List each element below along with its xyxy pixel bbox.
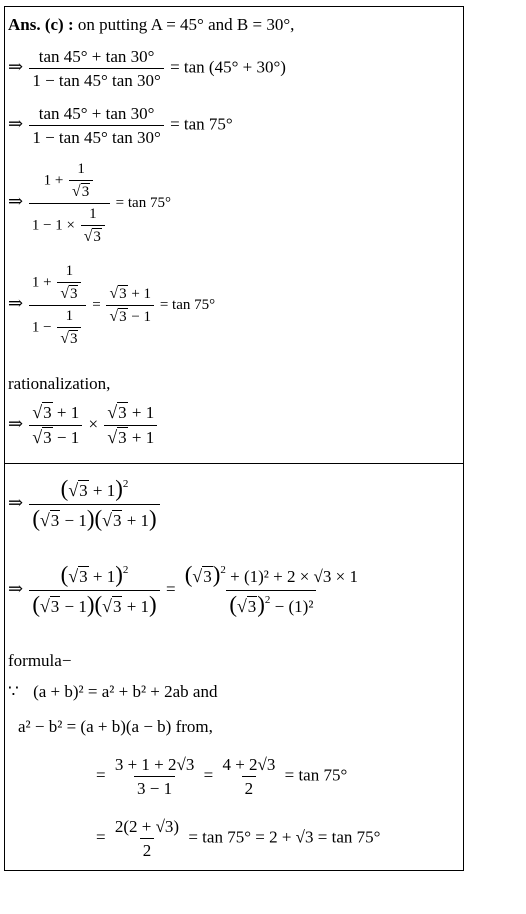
sqrt-radicand: 3 <box>119 309 127 325</box>
plus-one-text: + 1 <box>127 286 152 302</box>
fraction-numerator: tan 45° + tan 30° <box>38 104 155 123</box>
sqrt-radicand: 3 <box>112 596 122 616</box>
equals-sign: = <box>92 296 101 313</box>
sqrt-radicand: 3 <box>112 510 122 530</box>
plus-one-text: + 1 <box>88 567 116 586</box>
fraction <box>219 756 278 797</box>
identity-1-text: (a + b)² = a² + b² + 2ab and <box>33 682 218 701</box>
minus-one-text: − 1 <box>60 596 87 616</box>
sqrt-radicand: 3 <box>119 286 127 302</box>
inner-fraction <box>69 162 93 200</box>
fraction-denominator: 1 − tan 45° tan 30° <box>29 125 163 146</box>
fraction-numerator <box>41 162 99 203</box>
final-equation <box>96 818 380 859</box>
inner-fraction <box>81 207 105 245</box>
sqrt-radicand: 3 <box>79 567 88 586</box>
fraction <box>29 478 159 531</box>
one-plus-text: 1 + <box>31 274 52 291</box>
compound-fraction <box>29 162 110 245</box>
sqrt-radicand: 3 <box>43 427 52 447</box>
fraction-denominator: (√3 − 1)(√3 + 1) <box>29 590 159 617</box>
exponent: 2 <box>264 593 271 606</box>
inner-fraction <box>57 264 81 302</box>
fraction-denominator: √3 − 1 <box>106 305 154 325</box>
fraction <box>112 756 198 797</box>
fraction-numerator: $(√3 + 1)^2$ <box>60 562 129 587</box>
fraction-numerator: 4 + 2√3 <box>222 755 276 774</box>
sqrt-radicand: 3 <box>81 184 90 200</box>
step-4-equation <box>8 264 215 347</box>
squared-fraction-line <box>8 478 162 531</box>
inner-denominator: √3 <box>57 282 81 302</box>
because-symbol: ∵ <box>8 682 19 701</box>
step-2-equation <box>8 105 233 146</box>
exponent: 2 <box>220 564 226 576</box>
fraction-numerator: √3 + 1 <box>109 285 152 302</box>
implies-symbol: ⇒ <box>8 292 24 313</box>
fraction-numerator: √3 + 1 <box>32 402 80 422</box>
fraction <box>112 818 182 859</box>
plus-one-text: + 1 <box>122 596 150 616</box>
fraction-numerator <box>29 264 87 305</box>
implies-symbol: ⇒ <box>8 56 24 77</box>
sqrt-radicand: 3 <box>50 596 60 616</box>
sqrt-radicand: 3 <box>118 427 127 447</box>
fraction-numerator: tan 45° + tan 30° <box>38 47 155 66</box>
sqrt-radicand: 3 <box>247 596 257 616</box>
step-5-equation <box>96 756 347 797</box>
one-minus-text: 1 − <box>31 319 52 336</box>
fraction-numerator: 3 + 1 + 2√3 <box>114 755 195 774</box>
fraction-denominator: $(√3)^2 - (1)^2$ <box>226 590 316 617</box>
sqrt-radicand: 3 <box>203 567 212 586</box>
sqrt-radicand: 3 <box>79 481 88 500</box>
implies-symbol: ⇒ <box>8 492 24 513</box>
fraction-denominator <box>29 305 87 347</box>
inner-numerator: 1 <box>77 161 85 177</box>
fraction-denominator: √3 − 1 <box>29 425 82 447</box>
one-plus-text: 1 + <box>43 172 64 189</box>
step-1-equation <box>8 48 286 89</box>
compound-fraction <box>29 264 87 347</box>
fraction <box>29 48 163 89</box>
answer-intro-text: on putting A = 45° and B = 30°, <box>77 15 295 34</box>
identity-line-1 <box>8 683 217 700</box>
inner-numerator: 1 <box>89 206 97 222</box>
answer-label: Ans. (c) : <box>8 15 74 34</box>
inner-fraction <box>57 309 81 347</box>
exponent: 2 <box>122 478 129 490</box>
one-minus-one-times-text: 1 − 1 × <box>31 217 76 234</box>
denominator-tail-text: − (1)² <box>270 596 314 616</box>
rationalization-label: rationalization, <box>8 374 111 393</box>
minus-one-text: − 1 <box>52 427 80 447</box>
equals-sign: = <box>165 579 176 599</box>
times-sign: × <box>88 414 99 434</box>
rhs-text: = tan 75° <box>159 296 216 313</box>
expansion-tail-text: + (1)² + 2 × √3 × 1 <box>225 567 358 586</box>
implies-symbol: ⇒ <box>8 413 24 434</box>
rhs-text: = tan 75° <box>170 114 233 134</box>
plus-one-text: + 1 <box>127 403 155 422</box>
inner-numerator: 1 <box>65 308 74 324</box>
fraction <box>106 286 154 325</box>
inner-denominator: √3 <box>57 327 81 347</box>
fraction-denominator: 1 − tan 45° tan 30° <box>29 68 163 89</box>
rhs-text: = tan (45° + 30°) <box>170 57 286 77</box>
fraction <box>29 404 82 447</box>
inner-denominator: √3 <box>69 180 93 200</box>
step-3-equation <box>8 162 171 245</box>
inner-denominator: √3 <box>81 225 105 245</box>
minus-one-text: − 1 <box>127 309 152 325</box>
fraction-denominator: 2 <box>242 776 257 797</box>
equals-sign: = <box>96 765 106 785</box>
fraction-denominator: 3 − 1 <box>134 776 175 797</box>
exponent: 2 <box>122 564 129 576</box>
plus-one-text: + 1 <box>88 481 116 500</box>
plus-one-text: + 1 <box>122 510 150 530</box>
sqrt-radicand: 3 <box>50 510 60 530</box>
minus-one-text: − 1 <box>60 510 87 530</box>
implies-symbol: ⇒ <box>8 578 24 599</box>
fraction <box>29 105 163 146</box>
answer-intro-line <box>8 16 294 33</box>
rhs-text: = tan 75° <box>115 194 171 211</box>
fraction-numerator: √3 + 1 <box>107 402 155 422</box>
rationalization-expression <box>8 404 159 447</box>
identity-line-2: a² − b² = (a + b)(a − b) from, <box>18 717 213 736</box>
fraction-numerator: 2(2 + √3) <box>114 817 180 836</box>
fraction <box>182 564 361 617</box>
fraction <box>104 404 157 447</box>
sqrt-radicand: 3 <box>93 229 101 245</box>
fraction-denominator: √3 + 1 <box>104 425 157 447</box>
implies-symbol: ⇒ <box>8 113 24 134</box>
implies-symbol: ⇒ <box>8 190 24 211</box>
inner-numerator: 1 <box>65 263 74 279</box>
sqrt-radicand: 3 <box>69 331 78 347</box>
fraction-denominator: 2 <box>140 838 155 859</box>
sqrt-radicand: 3 <box>43 403 52 422</box>
expansion-line <box>8 564 363 617</box>
fraction-denominator: (√3 − 1)(√3 + 1) <box>29 504 159 531</box>
final-rhs-text: = tan 75° = 2 + √3 = tan 75° <box>188 827 381 847</box>
fraction-numerator: $(√3)^2 + (1)^2 + 2 \times √3 \times 1$ <box>184 562 358 587</box>
equals-sign: = <box>203 765 214 785</box>
rhs-text: = tan 75° <box>284 765 348 785</box>
fraction <box>29 564 159 617</box>
formula-label: formula− <box>8 651 72 670</box>
fraction-numerator: $(√3 + 1)^2$ <box>60 476 129 501</box>
plus-one-text: + 1 <box>52 403 80 422</box>
sqrt-radicand: 3 <box>69 286 78 302</box>
equals-sign: = <box>96 827 106 847</box>
sqrt-radicand: 3 <box>118 403 127 422</box>
plus-one-text: + 1 <box>127 427 155 447</box>
fraction-denominator <box>29 203 110 245</box>
